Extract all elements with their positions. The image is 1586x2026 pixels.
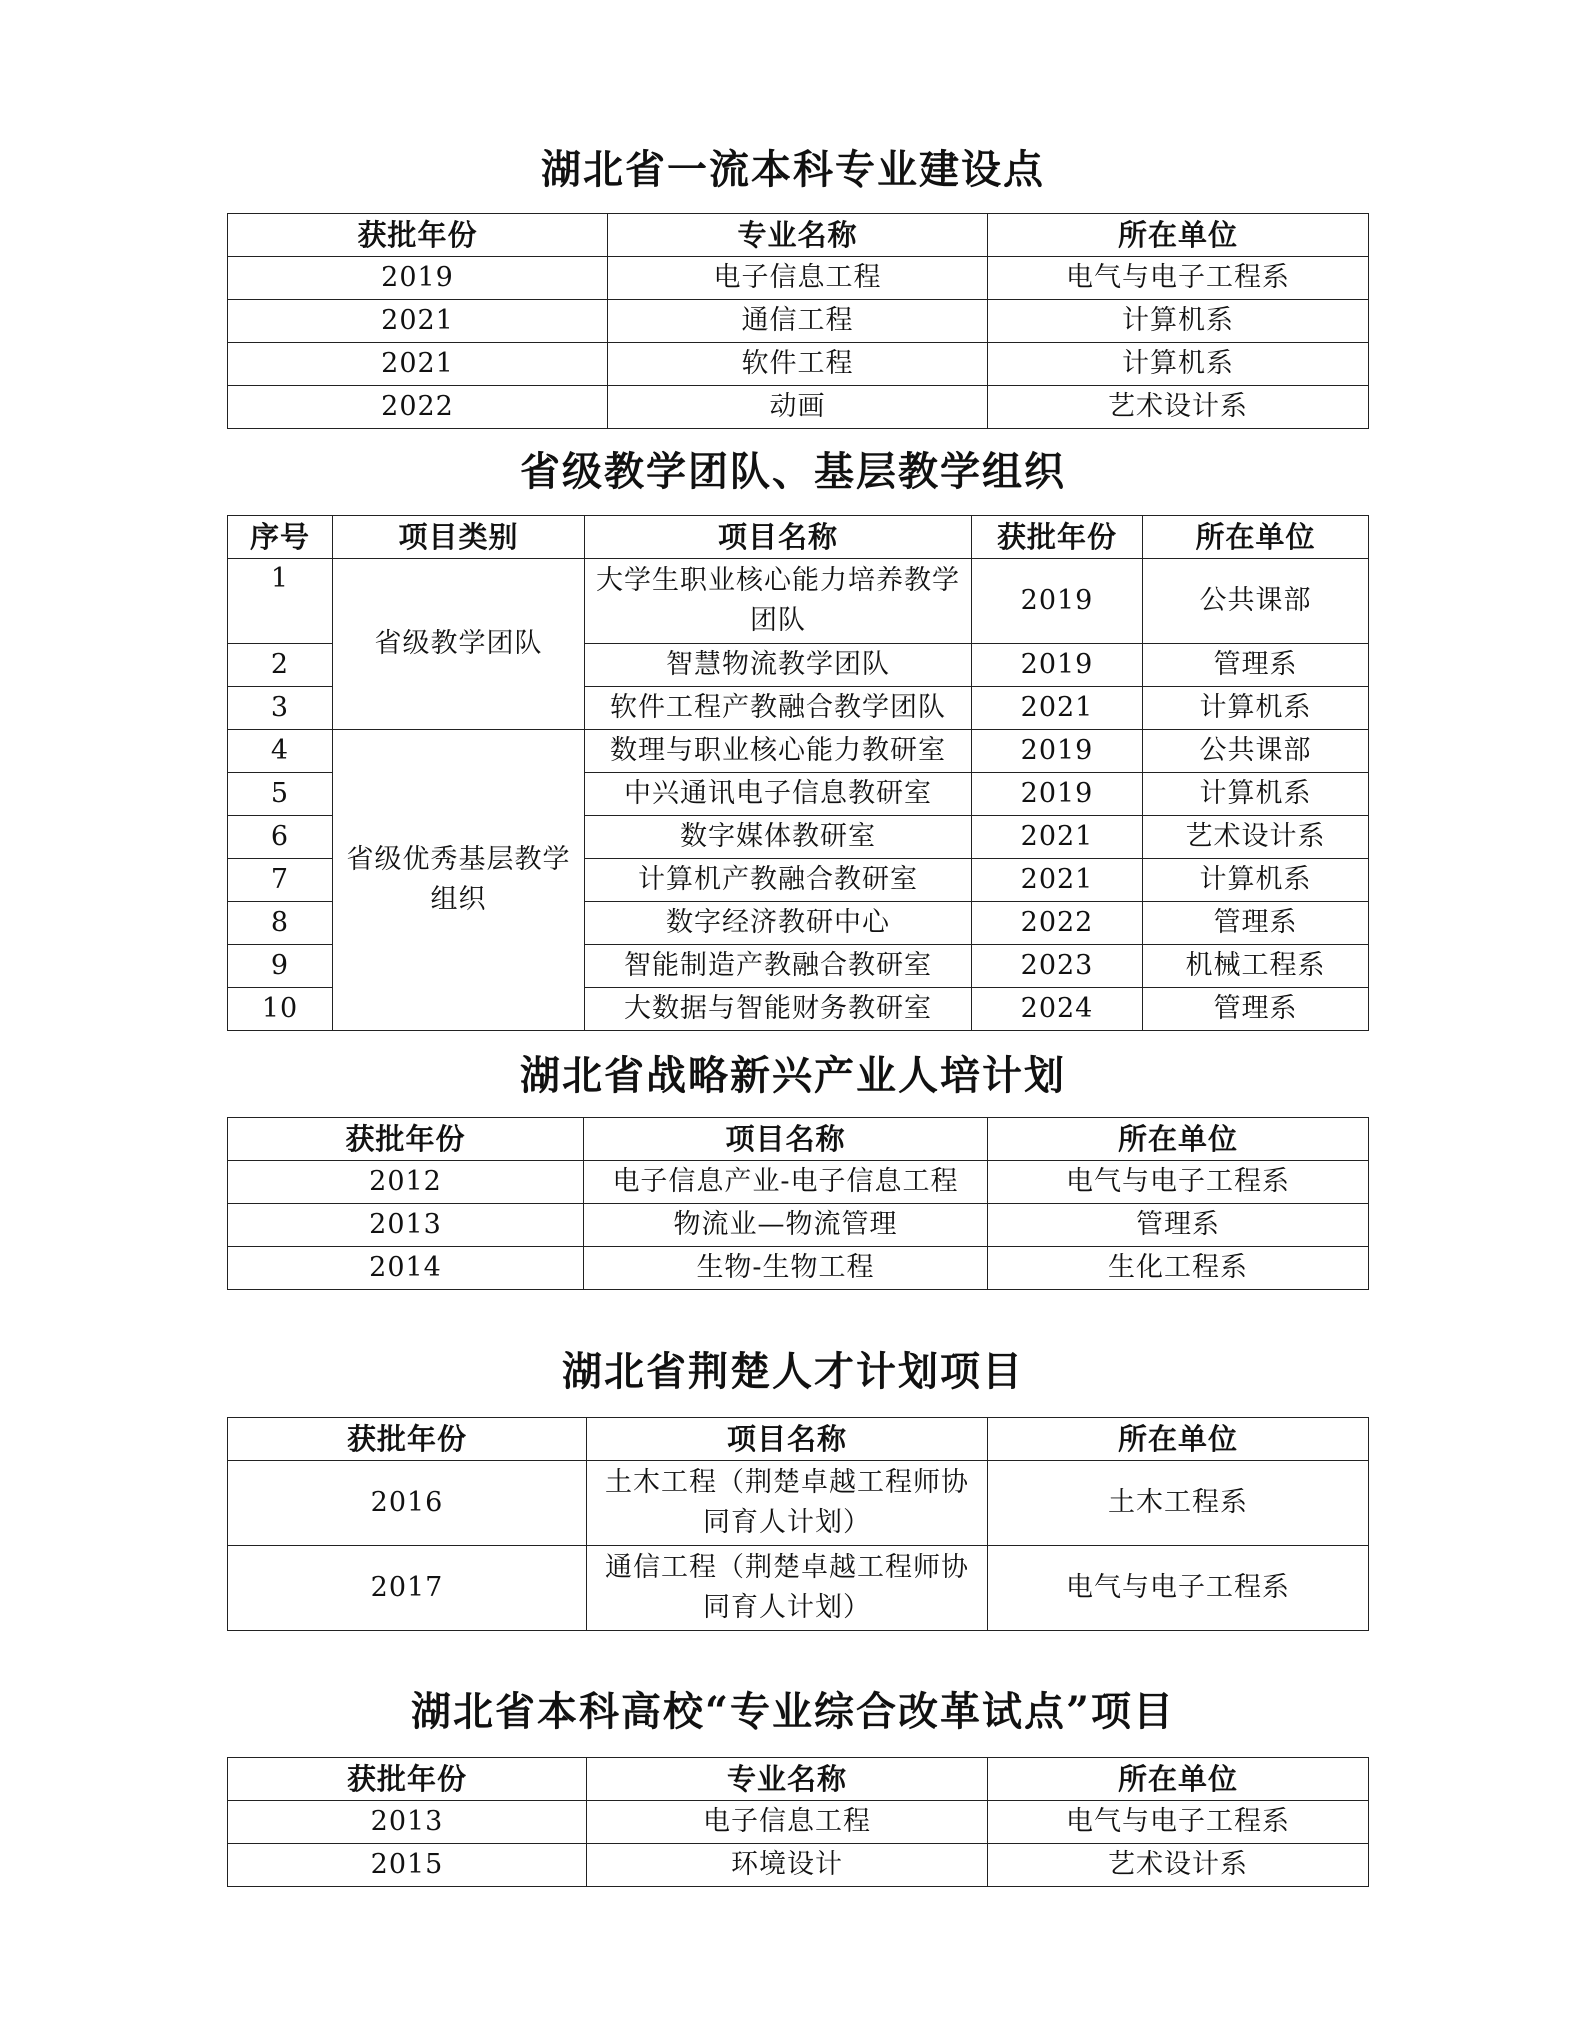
year-cell: 2022 xyxy=(972,902,1143,945)
unit-cell: 艺术设计系 xyxy=(988,386,1369,429)
year-cell: 2021 xyxy=(228,300,608,343)
year-cell: 2019 xyxy=(228,257,608,300)
name-cell: 计算机产教融合教研室 xyxy=(585,859,972,902)
table-row xyxy=(228,1247,1369,1290)
index-cell: 2 xyxy=(228,644,333,687)
year-cell: 2021 xyxy=(972,859,1143,902)
table-header-row xyxy=(228,1758,1369,1801)
unit-cell: 计算机系 xyxy=(1143,859,1369,902)
index-cell: 1 xyxy=(228,559,333,644)
name-cell: 通信工程（荆楚卓越工程师协同育人计划） xyxy=(587,1546,988,1631)
unit-cell: 管理系 xyxy=(1143,902,1369,945)
name-cell: 智能制造产教融合教研室 xyxy=(585,945,972,988)
table-row xyxy=(228,343,1369,386)
name-cell: 软件工程 xyxy=(608,343,988,386)
year-cell: 2021 xyxy=(972,687,1143,730)
index-cell: 8 xyxy=(228,902,333,945)
name-cell: 物流业—物流管理 xyxy=(584,1204,988,1247)
index-cell: 9 xyxy=(228,945,333,988)
year-cell: 2022 xyxy=(228,386,608,429)
year-cell: 2023 xyxy=(972,945,1143,988)
section5-table xyxy=(227,1757,1369,1887)
col-header: 项目名称 xyxy=(587,1418,988,1461)
year-cell: 2012 xyxy=(228,1161,584,1204)
name-cell: 环境设计 xyxy=(587,1844,988,1887)
unit-cell: 公共课部 xyxy=(1143,730,1369,773)
section5-title: 湖北省本科高校“专业综合改革试点”项目 xyxy=(410,1688,1175,1735)
index-cell: 10 xyxy=(228,988,333,1031)
unit-cell: 管理系 xyxy=(1143,988,1369,1031)
name-cell: 动画 xyxy=(608,386,988,429)
year-cell: 2021 xyxy=(228,343,608,386)
year-cell: 2019 xyxy=(972,730,1143,773)
unit-cell: 生化工程系 xyxy=(988,1247,1369,1290)
table-row xyxy=(228,386,1369,429)
table-row xyxy=(228,559,1369,644)
section3-title: 湖北省战略新兴产业人培计划 xyxy=(520,1052,1066,1099)
unit-cell: 计算机系 xyxy=(988,343,1369,386)
unit-cell: 电气与电子工程系 xyxy=(988,1801,1369,1844)
name-cell: 数字经济教研中心 xyxy=(585,902,972,945)
unit-cell: 机械工程系 xyxy=(1143,945,1369,988)
table-header-row xyxy=(228,1118,1369,1161)
table-row xyxy=(228,1204,1369,1247)
name-cell: 土木工程（荆楚卓越工程师协同育人计划） xyxy=(587,1461,988,1546)
table-row xyxy=(228,1546,1369,1631)
name-cell: 数字媒体教研室 xyxy=(585,816,972,859)
unit-cell: 管理系 xyxy=(988,1204,1369,1247)
col-header: 所在单位 xyxy=(1143,516,1369,559)
table-header-row xyxy=(228,214,1369,257)
table-row xyxy=(228,1844,1369,1887)
index-cell: 7 xyxy=(228,859,333,902)
name-cell: 生物-生物工程 xyxy=(584,1247,988,1290)
col-header: 项目名称 xyxy=(584,1118,988,1161)
year-cell: 2019 xyxy=(972,773,1143,816)
unit-cell: 土木工程系 xyxy=(988,1461,1369,1546)
name-cell: 电子信息工程 xyxy=(587,1801,988,1844)
col-header: 专业名称 xyxy=(587,1758,988,1801)
index-cell: 5 xyxy=(228,773,333,816)
unit-cell: 电气与电子工程系 xyxy=(988,1161,1369,1204)
unit-cell: 电气与电子工程系 xyxy=(988,1546,1369,1631)
section3-table xyxy=(227,1117,1369,1290)
col-header: 获批年份 xyxy=(228,1118,584,1161)
section1-table xyxy=(227,213,1369,429)
col-header: 所在单位 xyxy=(988,1758,1369,1801)
table-row xyxy=(228,1161,1369,1204)
year-cell: 2019 xyxy=(972,644,1143,687)
category-cell: 省级教学团队 xyxy=(333,559,585,730)
unit-cell: 艺术设计系 xyxy=(988,1844,1369,1887)
year-cell: 2015 xyxy=(228,1844,587,1887)
index-cell: 3 xyxy=(228,687,333,730)
unit-cell: 计算机系 xyxy=(1143,687,1369,730)
category-cell: 省级优秀基层教学组织 xyxy=(333,730,585,1031)
year-cell: 2017 xyxy=(228,1546,587,1631)
name-cell: 智慧物流教学团队 xyxy=(585,644,972,687)
section2-title: 省级教学团队、基层教学组织 xyxy=(520,448,1066,495)
table-header-row xyxy=(228,1418,1369,1461)
col-header: 所在单位 xyxy=(988,1418,1369,1461)
section4-title: 湖北省荆楚人才计划项目 xyxy=(562,1348,1024,1395)
name-cell: 大数据与智能财务教研室 xyxy=(585,988,972,1031)
col-header: 专业名称 xyxy=(608,214,988,257)
year-cell: 2021 xyxy=(972,816,1143,859)
col-header: 获批年份 xyxy=(228,1758,587,1801)
col-header: 项目类别 xyxy=(333,516,585,559)
col-header: 所在单位 xyxy=(988,214,1369,257)
year-cell: 2019 xyxy=(972,559,1143,644)
table-row xyxy=(228,300,1369,343)
index-cell: 6 xyxy=(228,816,333,859)
section4-table xyxy=(227,1417,1369,1631)
unit-cell: 计算机系 xyxy=(1143,773,1369,816)
section1-title: 湖北省一流本科专业建设点 xyxy=(541,146,1045,193)
name-cell: 通信工程 xyxy=(608,300,988,343)
year-cell: 2016 xyxy=(228,1461,587,1546)
col-header: 项目名称 xyxy=(585,516,972,559)
col-header: 所在单位 xyxy=(988,1118,1369,1161)
name-cell: 数理与职业核心能力教研室 xyxy=(585,730,972,773)
col-header: 序号 xyxy=(228,516,333,559)
name-cell: 电子信息产业-电子信息工程 xyxy=(584,1161,988,1204)
name-cell: 软件工程产教融合教学团队 xyxy=(585,687,972,730)
index-cell: 4 xyxy=(228,730,333,773)
col-header: 获批年份 xyxy=(972,516,1143,559)
table-header-row xyxy=(228,516,1369,559)
year-cell: 2013 xyxy=(228,1801,587,1844)
unit-cell: 电气与电子工程系 xyxy=(988,257,1369,300)
unit-cell: 公共课部 xyxy=(1143,559,1369,644)
table-row xyxy=(228,257,1369,300)
name-cell: 电子信息工程 xyxy=(608,257,988,300)
section2-table xyxy=(227,515,1369,1031)
table-row xyxy=(228,730,1369,773)
unit-cell: 管理系 xyxy=(1143,644,1369,687)
col-header: 获批年份 xyxy=(228,214,608,257)
table-row xyxy=(228,1461,1369,1546)
unit-cell: 艺术设计系 xyxy=(1143,816,1369,859)
col-header: 获批年份 xyxy=(228,1418,587,1461)
year-cell: 2013 xyxy=(228,1204,584,1247)
name-cell: 大学生职业核心能力培养教学团队 xyxy=(585,559,972,644)
table-row xyxy=(228,1801,1369,1844)
unit-cell: 计算机系 xyxy=(988,300,1369,343)
name-cell: 中兴通讯电子信息教研室 xyxy=(585,773,972,816)
year-cell: 2014 xyxy=(228,1247,584,1290)
year-cell: 2024 xyxy=(972,988,1143,1031)
